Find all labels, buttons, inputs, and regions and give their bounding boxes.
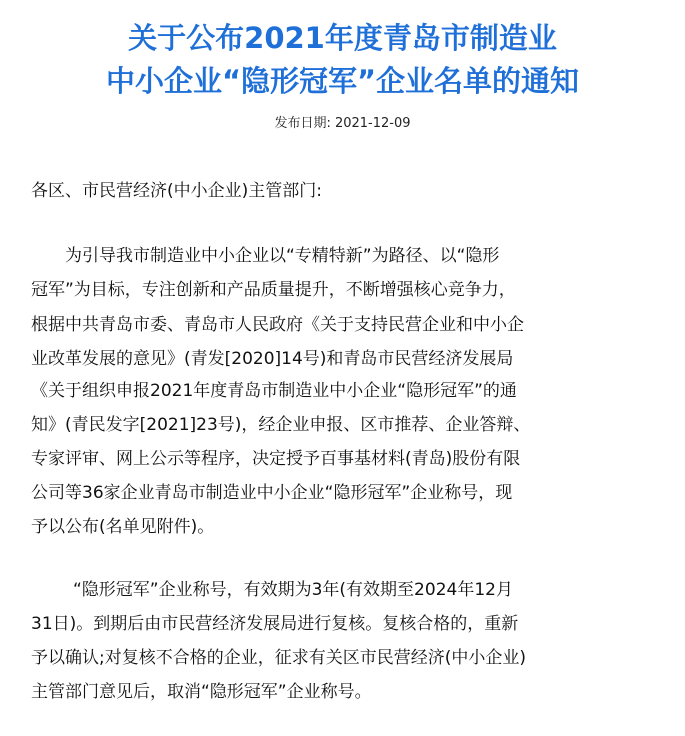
paragraph-1-line: 专家评审、网上公示等程序，决定授予百事基材料(青岛)股份有限 [31, 449, 521, 469]
paragraph-1-line: 冠军”为目标，专注创新和产品质量提升，不断增强核心竞争力， [31, 280, 516, 300]
paragraph-1-line: 知》(青民发字[2021]23号)，经企业申报、区市推荐、企业答辩、 [31, 415, 531, 435]
paragraph-2-line: 予以确认;对复核不合格的企业，征求有关区市民营经济(中小企业) [31, 648, 526, 668]
paragraph-2-line: 主管部门意见后，取消“隐形冠军”企业称号。 [31, 682, 372, 702]
salutation: 各区、市民营经济(中小企业)主管部门: [31, 181, 322, 201]
paragraph-1-line: 予以公布(名单见附件)。 [31, 517, 215, 537]
paragraph-1-line: 《关于组织申报2021年度青岛市制造业中小企业“隐形冠军”的通 [31, 381, 517, 401]
publish-date-row [0, 115, 685, 133]
paragraph-1-line: 公司等36家企业青岛市制造业中小企业“隐形冠军”企业称号，现 [31, 483, 513, 503]
page-title-line-2: 中小企业“隐形冠军”企业名单的通知 [105, 64, 580, 98]
page-title-line-1: 关于公布2021年度青岛市制造业 [128, 21, 557, 55]
paragraph-2-line: “隐形冠军”企业称号，有效期为3年(有效期至2024年12月 [73, 580, 513, 600]
publish-date-label: 发布日期: [274, 116, 335, 131]
paragraph-1-line: 为引导我市制造业中小企业以“专精特新”为路径、以“隐形 [65, 246, 500, 266]
paragraph-2-line: 31日)。到期后由市民营经济发展局进行复核。复核合格的，重新 [31, 614, 519, 634]
paragraph-1-line: 业改革发展的意见》(青发[2020]14号)和青岛市民营经济发展局 [31, 349, 514, 369]
paragraph-1-line: 根据中共青岛市委、青岛市人民政府《关于支持民营企业和中小企 [31, 315, 524, 335]
publish-date-value: 2021-12-09 [334, 116, 411, 131]
